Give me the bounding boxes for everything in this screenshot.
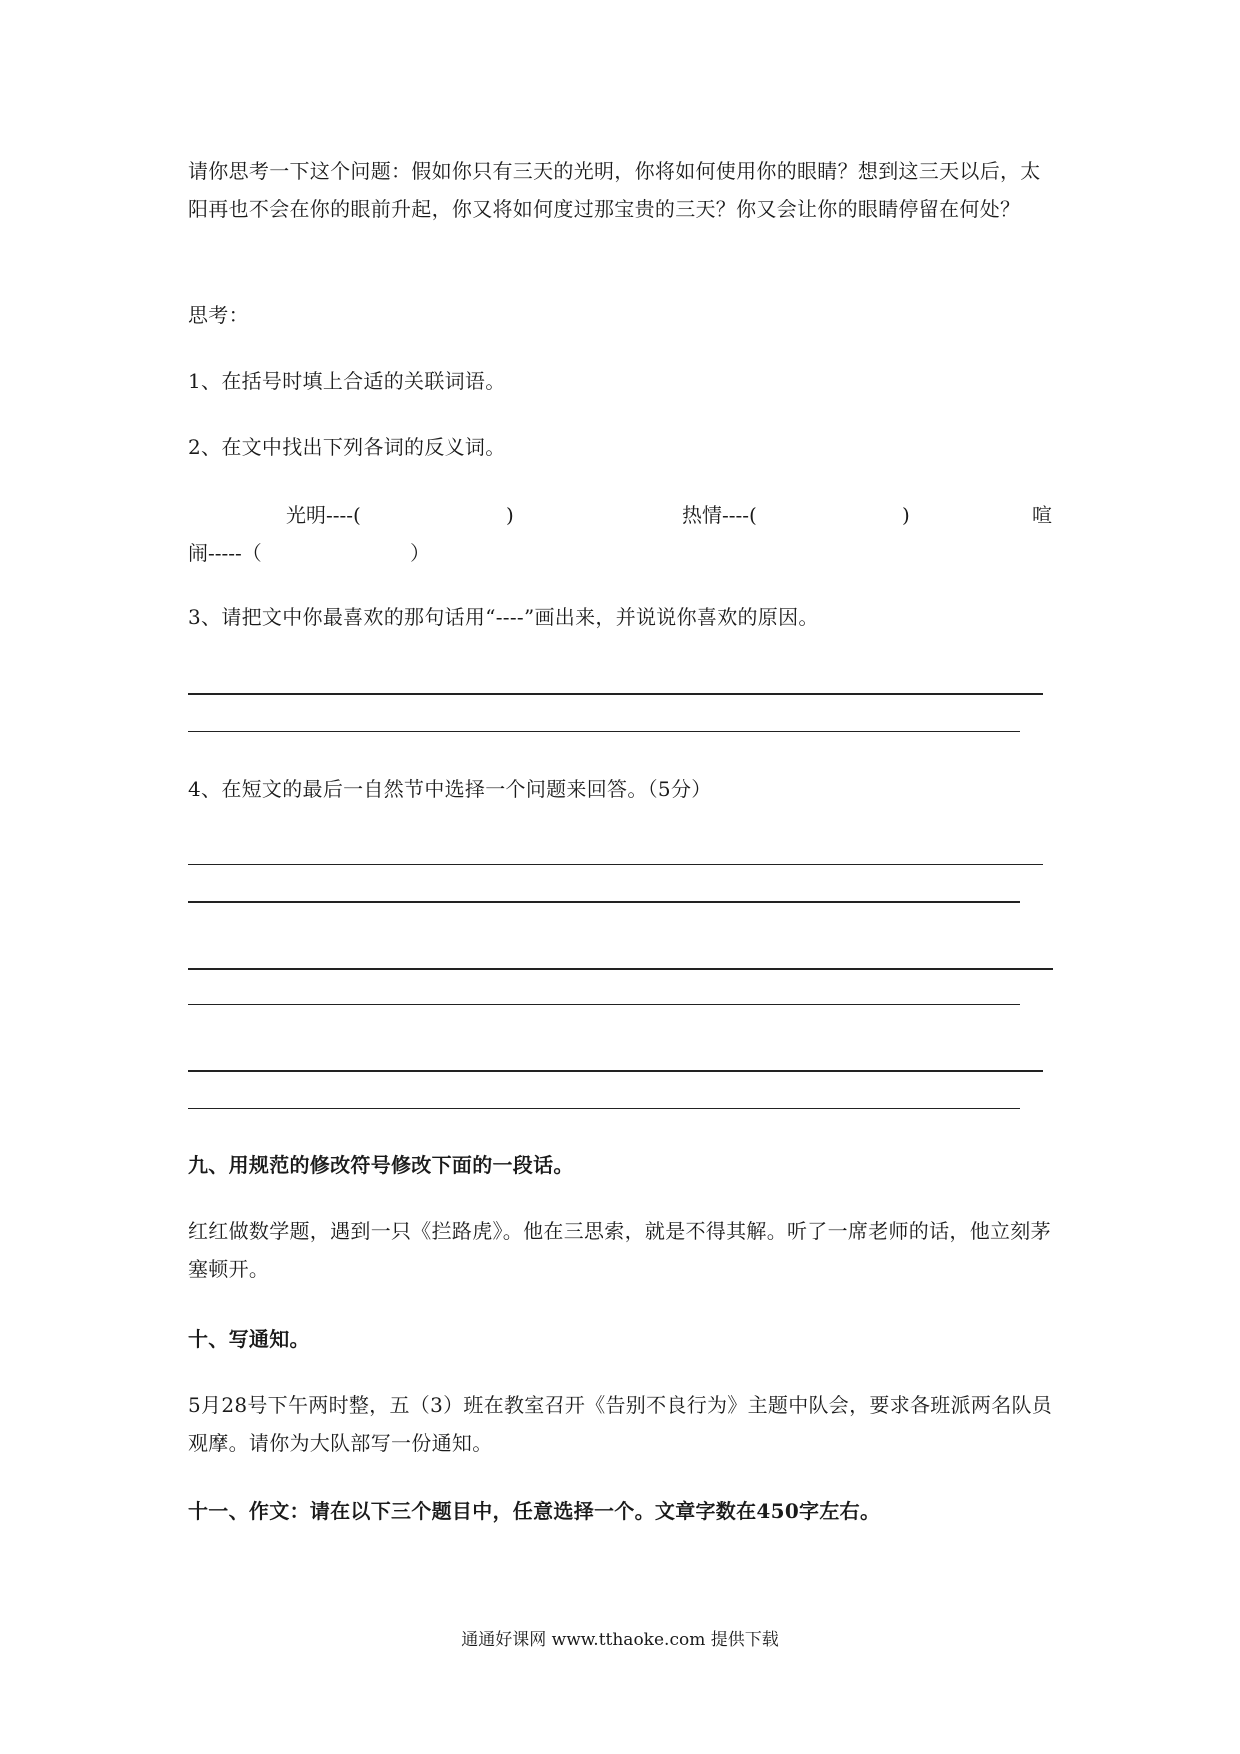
answer-line (188, 1108, 1020, 1109)
question-2: 2、在文中找出下列各词的反义词。 (188, 435, 506, 459)
intro-paragraph: 请你思考一下这个问题：假如你只有三天的光明，你将如何使用你的眼睛？想到这三天以后，太阳再也不会在你的眼前升起，你又将如何度过那宝贵的三天？你又会让你的眼睛停留在何处？ (188, 159, 1041, 221)
answer-line (188, 968, 1053, 970)
section-9-body: 红红做数学题，遇到一只《拦路虎》。他在三思索，就是不得其解。听了一席老师的话，他立刻茅塞顿开。 (188, 1219, 1051, 1281)
answer-line (188, 693, 1043, 695)
section-10-body: 5月28号下午两时整，五（3）班在教室召开《告别不良行为》主题中队会，要求各班派两名队员观摩。请你为大队部写一份通知。 (188, 1393, 1053, 1455)
answer-line (188, 901, 1020, 903)
answer-line (188, 864, 1043, 865)
antonym-item-3-close: ） (410, 541, 430, 565)
question-4: 4、在短文的最后一自然节中选择一个问题来回答。（5分） (188, 777, 712, 801)
antonym-item-3-part2: 闹-----（ (188, 541, 262, 565)
section-11-heading: 十一、作文：请在以下三个题目中，任意选择一个。文章字数在450字左右。 (188, 1499, 881, 1523)
antonym-item-1: 光明----( (286, 503, 361, 527)
answer-line (188, 731, 1020, 732)
question-1: 1、在括号时填上合适的关联词语。 (188, 369, 506, 393)
antonym-item-2: 热情----( (682, 503, 757, 527)
question-3: 3、请把文中你最喜欢的那句话用“----”画出来，并说说你喜欢的原因。 (188, 605, 819, 629)
answer-line (188, 1004, 1020, 1005)
antonym-item-2-close: ) (902, 503, 910, 527)
section-9-heading: 九、用规范的修改符号修改下面的一段话。 (188, 1153, 574, 1177)
antonym-item-1-close: ) (506, 503, 514, 527)
answer-line (188, 1070, 1043, 1072)
footer-credit: 通通好课网 www.tthaoke.com 提供下载 (461, 1630, 779, 1650)
antonym-item-3-part1: 喧 (1032, 503, 1052, 527)
section-10-heading: 十、写通知。 (188, 1327, 310, 1351)
think-label: 思考： (188, 303, 249, 327)
